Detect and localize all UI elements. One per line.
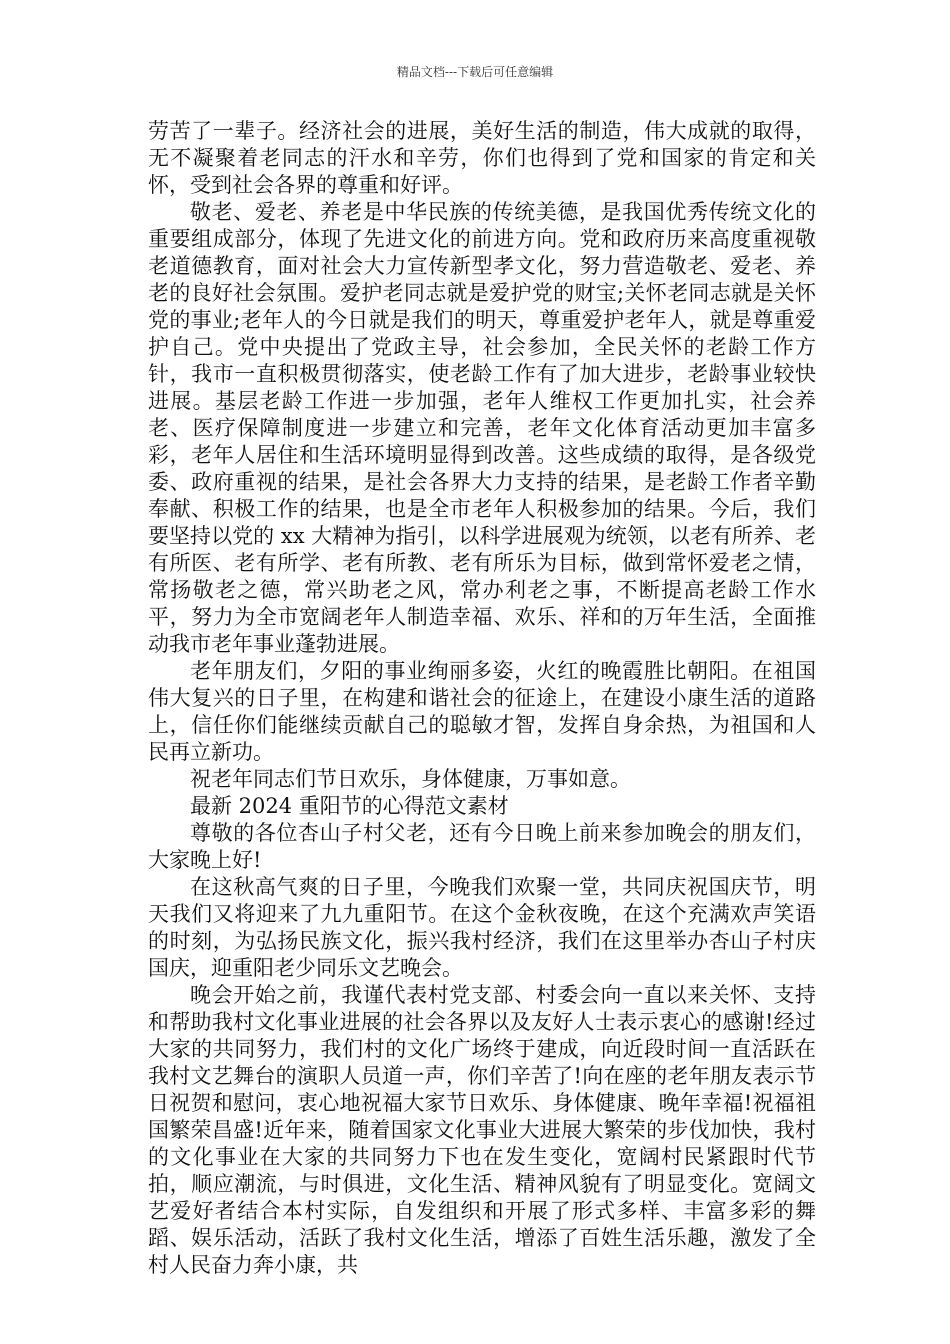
- paragraph: 敬老、爱老、养老是中华民族的传统美德，是我国优秀传统文化的重要组成部分，体现了先进文化的前进方向。党和政府历来高度重视敬老道德教育，面对社会大力宣传新型孝文化，努力营造敬老、爱老、养老的良好社会氛围。爱护老同志就是爱护党的财宝;关怀老同志就是关怀党的事业;老年人的今日就是我们的明天，尊重爱护老年人，就是尊重爱护自己。党中央提出了党政主导，社会参加，全民关怀的老龄工作方针，我市一直积极贯彻落实，使老龄工作有了加大进步，老龄事业较快进展。基层老龄工作进一步加强，老年人维权工作更加扎实，社会养老、医疗保障制度进一步建立和完善，老年文化体育活动更加丰富多彩，老年人居住和生活环境明显得到改善。这些成绩的取得，是各级党委、政府重视的结果，是社会各界大力支持的结果，是老龄工作者辛勤奉献、积极工作的结果，也是全市老年人积极参加的结果。今后，我们要坚持以党的 xx 大精神为指引，以科学进展观为统领，以老有所养、老有所医、老有所学、老有所教、老有所乐为目标，做到常怀爱老之情，常扬敬老之德，常兴助老之风，常办利老之事，不断提高老龄工作水平，努力为全市宽阔老年人制造幸福、欢乐、祥和的万年生活，全面推动我市老年事业蓬勃进展。: [148, 200, 816, 656]
- paragraph: 老年朋友们，夕阳的事业绚丽多姿，火红的晚霞胜比朝阳。在祖国伟大复兴的日子里，在构建和谐社会的征途上，在建设小康生活的道路上，信任你们能继续贡献自己的聪敏才智，发挥自身余热，为祖国和人民再立新功。: [148, 659, 816, 764]
- paragraph: 尊敬的各位杏山子村父老，还有今日晚上前来参加晚会的朋友们，大家晚上好!: [148, 821, 816, 872]
- paragraph: 在这秋高气爽的日子里，今晚我们欢聚一堂，共同庆祝国庆节，明天我们又将迎来了九九重阳节。在这个金秋夜晚，在这个充满欢声笑语的时刻，为弘扬民族文化，振兴我村经济，我们在这里举办杏山子村庆国庆，迎重阳老少同乐文艺晚会。: [148, 875, 816, 980]
- paragraph: 晚会开始之前，我谨代表村党支部、村委会向一直以来关怀、支持和帮助我村文化事业进展的社会各界以及友好人士表示衷心的感谢!经过大家的共同努力，我们村的文化广场终于建成，向近段时间一直活跃在我村文艺舞台的演职人员道一声，你们辛苦了!向在座的老年朋友表示节日祝贺和慰问，衷心地祝福大家节日欢乐、身体健康、晚年幸福!祝福祖国繁荣昌盛!近年来，随着国家文化事业大进展大繁荣的步伐加快，我村的文化事业在大家的共同努力下也在发生变化，宽阔村民紧跟时代节拍，顺应潮流，与时俱进，文化生活、精神风貌有了明显变化。宽阔文艺爱好者结合本村实际，自发组织和开展了形式多样、丰富多彩的舞蹈、娱乐活动，活跃了我村文化生活，增添了百姓生活乐趣，激发了全村人民奋力奔小康，共: [148, 983, 816, 1277]
- page-header: 精品文档---下载后可任意编辑: [396, 65, 554, 79]
- paragraph: 祝老年同志们节日欢乐，身体健康，万事如意。: [190, 767, 631, 791]
- section-title: 最新 2024 重阳节的心得范文素材: [190, 794, 509, 818]
- paragraph: 劳苦了一辈子。经济社会的进展，美好生活的制造，伟大成就的取得，无不凝聚着老同志的汗水和辛劳，你们也得到了党和国家的肯定和关怀，受到社会各界的尊重和好评。: [148, 119, 816, 197]
- document-body: [148, 118, 816, 1279]
